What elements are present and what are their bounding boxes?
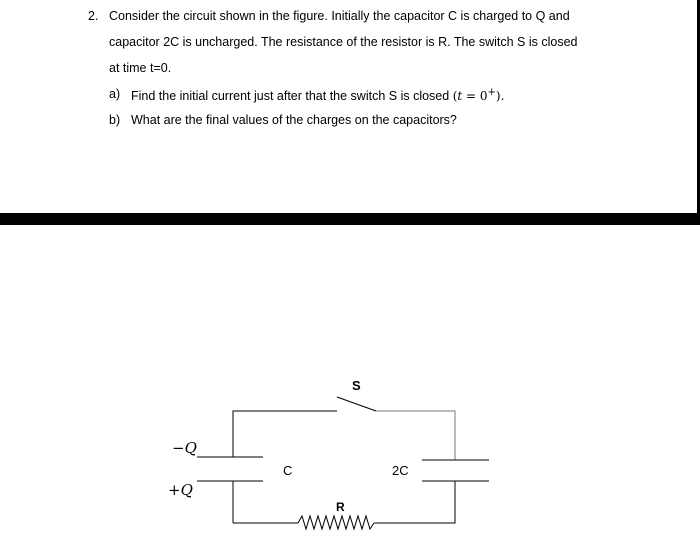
switch-blade bbox=[337, 397, 376, 411]
resistor-label: R bbox=[336, 500, 345, 514]
section-divider bbox=[0, 213, 700, 225]
part-a-text: Find the initial current just after that the switch S is closed bbox=[131, 89, 450, 103]
bottom-wire-right bbox=[374, 481, 455, 523]
question-block bbox=[0, 0, 700, 213]
part-b-label: b) bbox=[109, 113, 121, 127]
charge-bottom-label: +Q bbox=[168, 481, 193, 499]
question-line-3: at time t=0. bbox=[109, 61, 172, 75]
capacitor-c-label: C bbox=[283, 463, 293, 478]
resistor-zigzag bbox=[298, 516, 374, 529]
circuit-figure bbox=[0, 225, 700, 550]
top-wire-left bbox=[233, 411, 337, 435]
capacitor-2c-label: 2C bbox=[392, 463, 409, 478]
part-a-question bbox=[131, 87, 504, 103]
switch-label: S bbox=[352, 378, 361, 393]
circuit-diagram bbox=[0, 225, 700, 550]
question-line-2: capacitor 2C is uncharged. The resistance of the resistor is R. The switch S is closed bbox=[109, 35, 578, 49]
math-sup: + bbox=[487, 87, 496, 98]
top-wire-right bbox=[376, 411, 455, 460]
question-line-1: Consider the circuit shown in the figure. Initially the capacitor C is charged to Q and bbox=[109, 9, 570, 23]
part-a-math bbox=[453, 89, 505, 103]
part-b-question: What are the final values of the charges on the capacitors? bbox=[131, 113, 457, 127]
math-close: ). bbox=[495, 89, 505, 103]
math-var: t bbox=[457, 89, 463, 103]
charge-top-label: −Q bbox=[172, 439, 197, 457]
part-a-label: a) bbox=[109, 87, 121, 101]
math-open: ( bbox=[452, 89, 458, 103]
math-rest: = 0 bbox=[462, 89, 488, 103]
question-number: 2. bbox=[88, 9, 99, 23]
